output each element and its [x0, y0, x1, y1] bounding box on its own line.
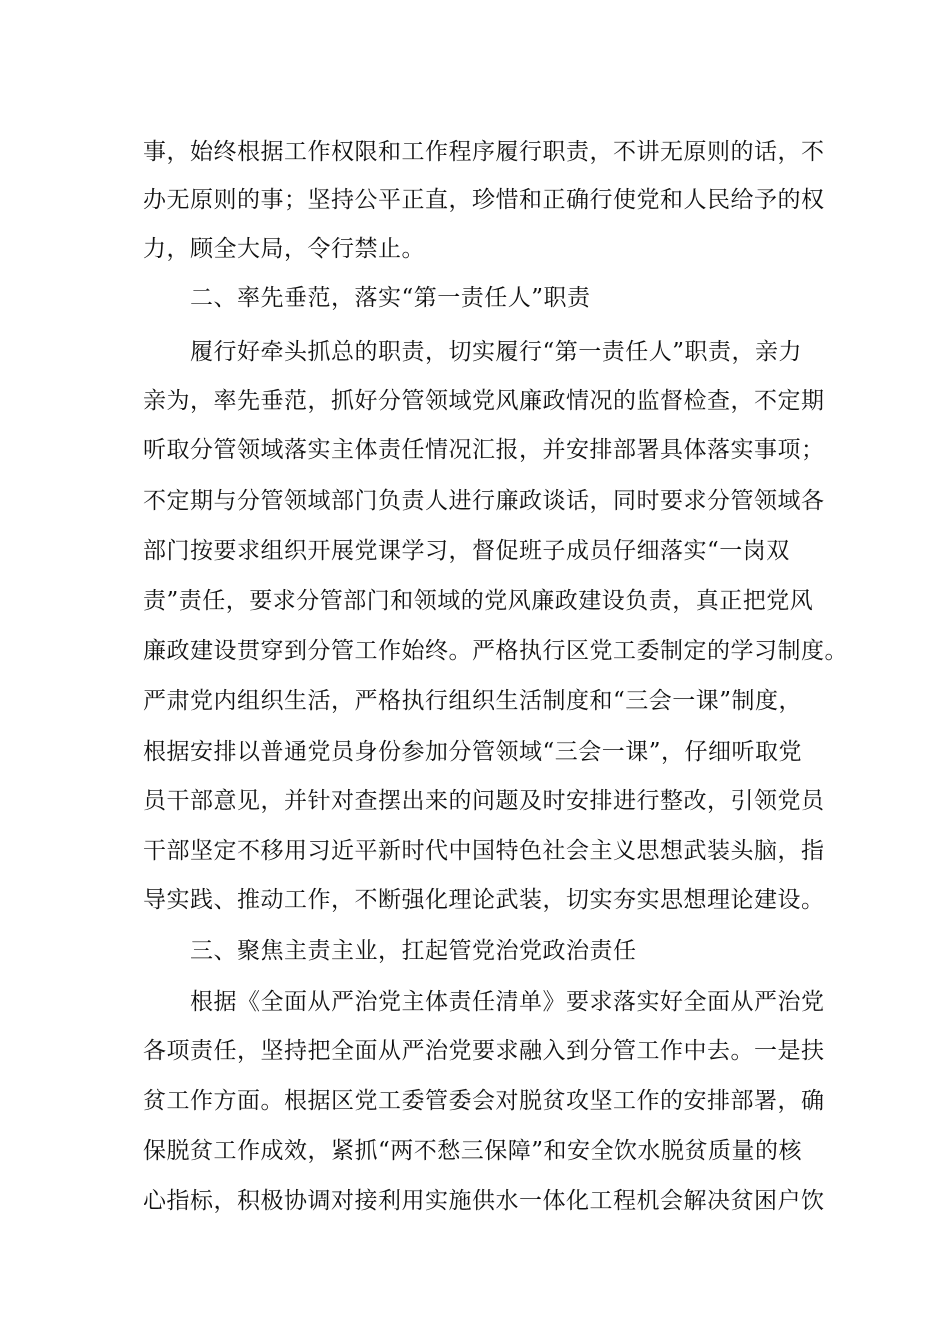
paragraph-line: 根据安排以普通党员身份参加分管领域“三会一课”，仔细听取党 — [143, 739, 803, 765]
paragraph-line: 廉政建设贯穿到分管工作始终。严格执行区党工委制定的学习制度。 — [143, 638, 848, 664]
section-heading: 二、率先垂范，落实“第一责任人”职责 — [190, 285, 591, 311]
paragraph-line: 导实践、推动工作，不断强化理论武装，切实夯实思想理论建设。 — [143, 887, 825, 913]
paragraph-line: 亲为，率先垂范，抓好分管领域党风廉政情况的监督检查，不定期 — [143, 388, 825, 414]
paragraph-line: 办无原则的事；坚持公平正直，珍惜和正确行使党和人民给予的权 — [143, 187, 825, 213]
paragraph-line: 各项责任，坚持把全面从严治党要求融入到分管工作中去。一是扶 — [143, 1038, 825, 1064]
paragraph-line: 事，始终根据工作权限和工作程序履行职责，不讲无原则的话，不 — [143, 139, 825, 165]
paragraph-line: 员干部意见，并针对查摆出来的问题及时安排进行整改，引领党员 — [143, 788, 825, 814]
section-heading: 三、聚焦主责主业，扛起管党治党政治责任 — [190, 938, 637, 964]
paragraph-line: 责”责任，要求分管部门和领域的党风廉政建设负责，真正把党风 — [143, 588, 814, 614]
paragraph-line: 贫工作方面。根据区党工委管委会对脱贫攻坚工作的安排部署，确 — [143, 1088, 825, 1114]
paragraph-line: 保脱贫工作成效，紧抓“两不愁三保障”和安全饮水脱贫质量的核 — [143, 1138, 803, 1164]
paragraph-line: 听取分管领域落实主体责任情况汇报，并安排部署具体落实事项； — [143, 437, 825, 463]
paragraph-line: 力，顾全大局，令行禁止。 — [143, 236, 425, 262]
paragraph-line: 部门按要求组织开展党课学习，督促班子成员仔细落实“一岗双 — [143, 538, 790, 564]
paragraph-line: 心指标，积极协调对接利用实施供水一体化工程机会解决贫困户饮 — [143, 1188, 825, 1214]
paragraph-line: 不定期与分管领域部门负责人进行廉政谈话，同时要求分管领域各 — [143, 488, 825, 514]
paragraph-line: 干部坚定不移用习近平新时代中国特色社会主义思想武装头脑，指 — [143, 838, 825, 864]
paragraph-line: 根据《全面从严治党主体责任清单》要求落实好全面从严治党 — [190, 989, 825, 1015]
paragraph-line: 严肃党内组织生活，严格执行组织生活制度和“三会一课”制度， — [143, 688, 803, 714]
paragraph-line: 履行好牵头抓总的职责，切实履行“第一责任人”职责，亲力 — [190, 339, 803, 365]
